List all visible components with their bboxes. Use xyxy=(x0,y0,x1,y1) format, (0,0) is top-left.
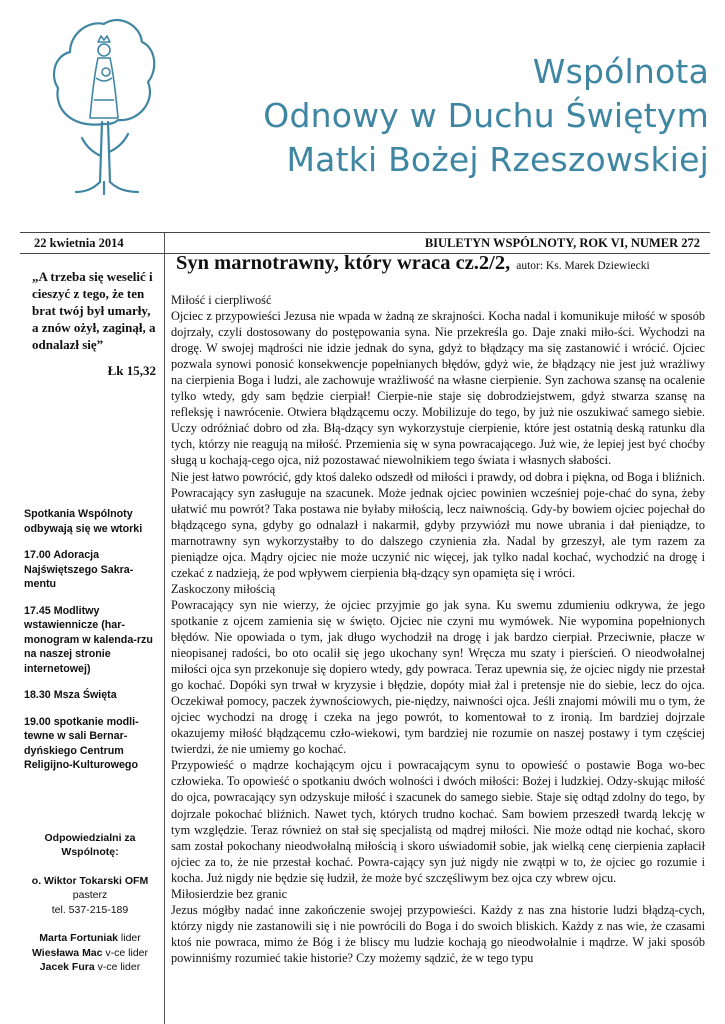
meetings-info: Spotkania Wspólnoty odbywają się we wtorki xyxy=(24,508,143,535)
paragraph: Przypowieść o mądrze kochającym ojcu i powracającym synu to opowieść o postawie Boga wo-bec człowieka. To opowieść o spotkaniu dwóch wolności i dwóch miłości: Bożej i ludzkiej. Odzy-skując miłość do ojca, powracający syn odzyskuje miłość i szacunek do samego siebie. Staje się odtąd zdolny do tego, by dojrzale pokochać bliźnich. Nawet tych, których trudno kochać. Sam bowiem przeszedł twardą lekcję w tym względzie. Teraz również on stał się specjalistą od mądrej miłości. Nie może odtąd nie kochać, skoro sam został pokochany nieodwołalną miłością i skoro uświadomił sobie, jak wielką cenę cierpienia zapłacił ojciec za to, że nie przestał kochać. Powra-cający syn już nigdy nie zwątpi w to, że ojciec go rozumie i kocha. Już nigdy nie będzie się łudził, że może być szczęśliwym bez ojca czy wbrew ojcu. xyxy=(171,758,705,885)
issue-date: 22 kwietnia 2014 xyxy=(34,236,124,250)
sidebar-quote: „A trzeba się weselić i cieszyć z tego, że ten brat twój był umarły, a znów ożył, zaginął, a odnalazł się” xyxy=(32,269,156,352)
schedule-item: 17.45 Modlitwy wstawiennicze (har-monogram w kalenda-rzu na naszej stronie internetowej) xyxy=(24,604,153,675)
article-author: autor: Ks. Marek Dziewiecki xyxy=(516,260,650,272)
leader-role: v-ce lider xyxy=(105,946,149,959)
section-heading: Miłość i cierpliwość xyxy=(171,293,272,307)
sidebar xyxy=(20,262,160,975)
column-divider xyxy=(164,233,165,1024)
tree-with-madonna-icon xyxy=(48,6,160,198)
paragraph: Nie jest łatwo powrócić, gdy ktoś daleko odszedł od miłości i prawdy, od dobra i piękna, od Boga i bliźnich. Powracający syn zasługuje na szacunek. Może jednak ojciec powinien wcześniej poje-chać do syna, żeby ułatwić mu powrót? Taka postawa nie byłaby miłością, lecz naiwnością. Gdy-by bowiem ojciec pojechał do błądzącego syna, gdyby go odnalazł i nakarmił, gdyby przywiózł mu nowe ubrania i dał pieniądze, to marnotrawny syn wykorzystałby to do dalszego czynienia zła. Nadal by grzeszył, ale tym razem za pieniądze ojca. Mądry ojciec nie może uczynić nic więcej, jak tylko nadal kochać, wychodzić na drogę i czekać z nadzieją, że pod wpływem cierpienia błą-dzący syn opamięta się i wróci. xyxy=(171,469,705,580)
schedule-item: 17.00 Adoracja Najświętszego Sakra-mentu xyxy=(24,549,134,590)
leader-role: lider xyxy=(120,932,141,944)
logo xyxy=(48,6,160,198)
section-heading: Miłosierdzie bez granic xyxy=(171,886,288,901)
leader-entry xyxy=(20,931,160,946)
masthead-line-3: Matki Bożej Rzeszowskiej xyxy=(286,140,709,179)
schedule-item: 19.00 spotkanie modli-tewne w sali Bernar-dyńskiego Centrum Religijno-Kulturowego xyxy=(24,715,139,771)
issue-info: BIULETYN WSPÓLNOTY, ROK VI, NUMER 272 xyxy=(424,236,700,250)
section-heading: Zaskoczony miłością xyxy=(171,581,276,596)
schedule-item: 18.30 Msza Święta xyxy=(24,689,117,701)
masthead-line-1: Wspólnota xyxy=(532,52,709,91)
pastor-name: o. Wiktor Tokarski OFM xyxy=(31,874,149,887)
responsible-section xyxy=(20,831,160,975)
article-header xyxy=(176,252,706,275)
pastor-role: pasterz xyxy=(72,889,108,901)
leader-name: Wiesława Mac xyxy=(31,946,103,959)
paragraph: Ojciec z przypowieści Jezusa nie wpada w żadną ze skrajności. Kocha nadal i komunikuje miłość w sposób dojrzały, czyli dostosowany do postępowania syna. Nie przekreśla go. Daje znaki miło-ści. Wychodzi na drogę. W swojej mądrości nie idzie jednak do syna, gdyż to błądzący ma się zastanowić i wrócić. Ojciec pozwala synowi ponosić konsekwencje popełnianych błędów, gdyż wie, że błądzący nie jest już wrażliwy na cierpienia Boga i ludzi, ale zachowuje wrażliwość na własne cierpienie. Syn zachowa szansę na ocalenie tylko wtedy, gdy sam będzie cierpiał! Cierpie-nie staje się dobrodziejstwem, gdyż stwarza szansę na refleksję i nawrócenie. Otwiera błądzącemu oczy. Mobilizuje do tego, by już nie oszukiwać samego siebie. Uczy odróżniać dobro od zła. Błą-dzący syn wykorzystuje cierpienie, które jest ostatnią deską ratunku dla tych, którzy nie reagują na miłość. Przemienia się w syna powracającego. Już wie, że lepiej jest być choćby sługą u kochają-cego ojca, niż pozostawać niewolnikiem tego świata i własnych słabości. xyxy=(171,309,705,468)
dateline xyxy=(20,232,710,254)
leader-name: Marta Fortuniak xyxy=(39,932,118,944)
paragraph: Powracający syn nie wierzy, że ojciec przyjmie go jak syna. Ku swemu zdumieniu odkrywa, że jego spotkanie z ojcem zamienia się w święto. Ojciec nie czyni mu wymówek. Nie wypomina popełnionych błędów. Nie opowiada o tym, jak długo wychodził na drogę i jak bardzo cierpiał. Przeciwnie, płacze w nieopisanej radości, bo oto ocalił się jego ukochany syn! Wręcza mu szaty i pierścień. O nieodwołalnej miłości ojca syn przekonuje się dopiero wtedy, gdy powraca. Teraz upewnia się, że ojciec nigdy nie przestał go kochać. Dopóki syn trwał w kryzysie i błędzie, dopóty miał żal i pretensje nie do siebie, lecz do ojca. Oczekiwał pomocy, paczek żywnościowych, pie-niędzy, naiwności ojca. Jeśli znajomi mówili mu o tym, że ojciec wychodzi na drogę i czeka na jego powrót, to komentował to z ironią. Im bardziej dojrzale okazujemy miłość błądzącemu czło-wiekowi, tym bardziej nie rozumie on naszej postawy i tym częściej twierdzi, że nie umiemy go kochać. xyxy=(171,597,705,757)
responsible-heading: Odpowiedzialni za Wspólnotę: xyxy=(44,831,136,858)
quote-reference: Łk 15,32 xyxy=(107,363,156,378)
paragraph: Jezus mógłby nadać inne zakończenie swojej przypowieści. Każdy z nas zna historie ludzi błądzą-cych, którzy nigdy nie zastanowili się i nie powrócili do Boga i do swoich bliskich. Każdy z nas wie, że czasami ktoś nie powraca, mimo że Bóg i że bliscy mu ludzie kochają go nieodwołalnie i mądrze. W jaki sposób powinniśmy rozumieć takie historie? Czy możemy sądzić, że w tego typu xyxy=(171,902,705,965)
article-title: Syn marnotrawny, który wraca cz.2/2, xyxy=(176,252,511,274)
leader-entry xyxy=(20,946,160,961)
article-body xyxy=(171,292,705,966)
masthead xyxy=(189,50,709,182)
leader-entry xyxy=(20,960,160,975)
leader-name: Jacek Fura xyxy=(39,961,95,973)
masthead-line-2: Odnowy w Duchu Świętym xyxy=(263,96,709,135)
leader-role: v-ce lider xyxy=(97,961,141,973)
pastor-phone: tel. 537-215-189 xyxy=(51,903,129,916)
